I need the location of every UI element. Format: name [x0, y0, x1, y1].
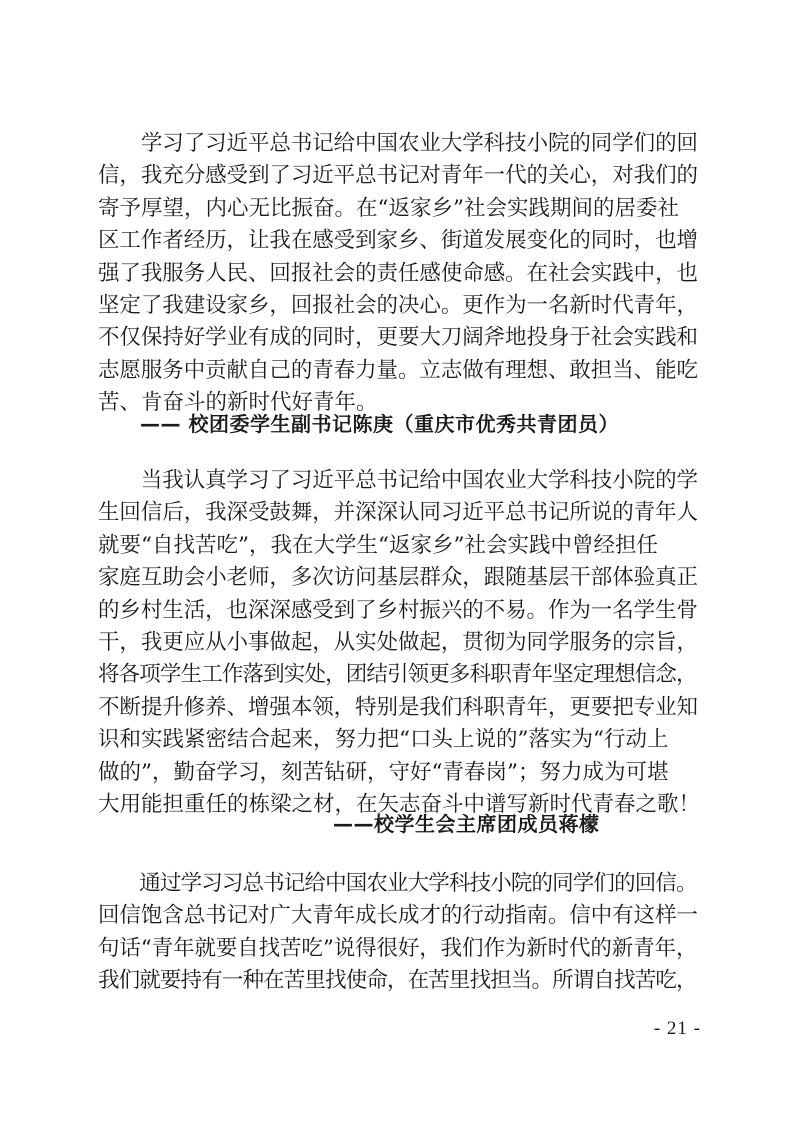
page-number: - 21 -: [653, 1018, 701, 1039]
signature-chen-geng: —— 校团委学生副书记陈庚（重庆市优秀共青团员）: [140, 412, 619, 436]
text-line: 就要“自找苦吃”，我在大学生“返家乡”社会实践中曾经担任: [98, 532, 658, 558]
text-line: 做的”，勤奋学习，刻苦钻研，守好“青春岗”；努力成为可堪: [98, 759, 669, 785]
signature-jiang-meng: ——校学生会主席团成员蒋檬: [333, 812, 600, 836]
text-line: 大用能担重任的栋梁之材，在矢志奋斗中谱写新时代青春之歌！: [98, 791, 701, 817]
text-line: 干，我更应从小事做起，从实处做起，贯彻为同学服务的宗旨，: [98, 629, 698, 655]
text-line: 当我认真学习了习近平总书记给中国农业大学科技小院的学: [98, 468, 698, 493]
text-line: 区工作者经历，让我在感受到家乡、街道发展变化的同时，也增: [98, 228, 698, 254]
text-line: 将各项学生工作落到实处，团结引领更多科职青年坚定理想信念，: [98, 662, 697, 688]
text-line: 学习了习近平总书记给中国农业大学科技小院的同学们的回: [98, 131, 698, 156]
text-line: 通过学习习总书记给中国农业大学科技小院的同学们的回信。: [98, 871, 697, 896]
text-line: 回信饱含总书记对广大青年成长成才的行动指南。信中有这样一: [98, 903, 698, 929]
text-line: 强了我服务人民、回报社会的责任感使命感。在社会实践中，也: [98, 260, 698, 286]
text-line: 信，我充分感受到了习近平总书记对青年一代的关心，对我们的: [98, 163, 698, 189]
text-line: 家庭互助会小老师，多次访问基层群众，跟随基层干部体验真正: [98, 565, 698, 591]
text-line: 我们就要持有一种在苦里找使命，在苦里找担当。所谓自找苦吃，: [98, 968, 697, 994]
text-line: 句话“青年就要自找苦吃”说得很好，我们作为新时代的新青年，: [98, 935, 698, 961]
text-line: 不仅保持好学业有成的同时，更要大刀阔斧地投身于社会实践和: [98, 325, 698, 351]
text-line: 生回信后，我深受鼓舞，并深深认同习近平总书记所说的青年人: [98, 500, 698, 526]
text-line: 志愿服务中贡献自己的青春力量。立志做有理想、敢担当、能吃: [98, 357, 698, 383]
paragraph-3: [98, 868, 698, 998]
text-line: 寄予厚望，内心无比振奋。在“返家乡”社会实践期间的居委社: [98, 195, 679, 221]
text-line: 苦、肯奋斗的新时代好青年。: [98, 390, 378, 416]
text-line: 坚定了我建设家乡，回报社会的决心。更作为一名新时代青年，: [98, 292, 698, 318]
paragraph-1: [98, 128, 698, 420]
text-line: 不断提升修养、增强本领，特别是我们科职青年，更要把专业知: [98, 694, 698, 720]
text-line: 的乡村生活，也深深感受到了乡村振兴的不易。作为一名学生骨: [98, 597, 698, 623]
text-line: 识和实践紧密结合起来，努力把“口头上说的”落实为“行动上: [98, 727, 669, 753]
paragraph-2: [98, 465, 701, 821]
